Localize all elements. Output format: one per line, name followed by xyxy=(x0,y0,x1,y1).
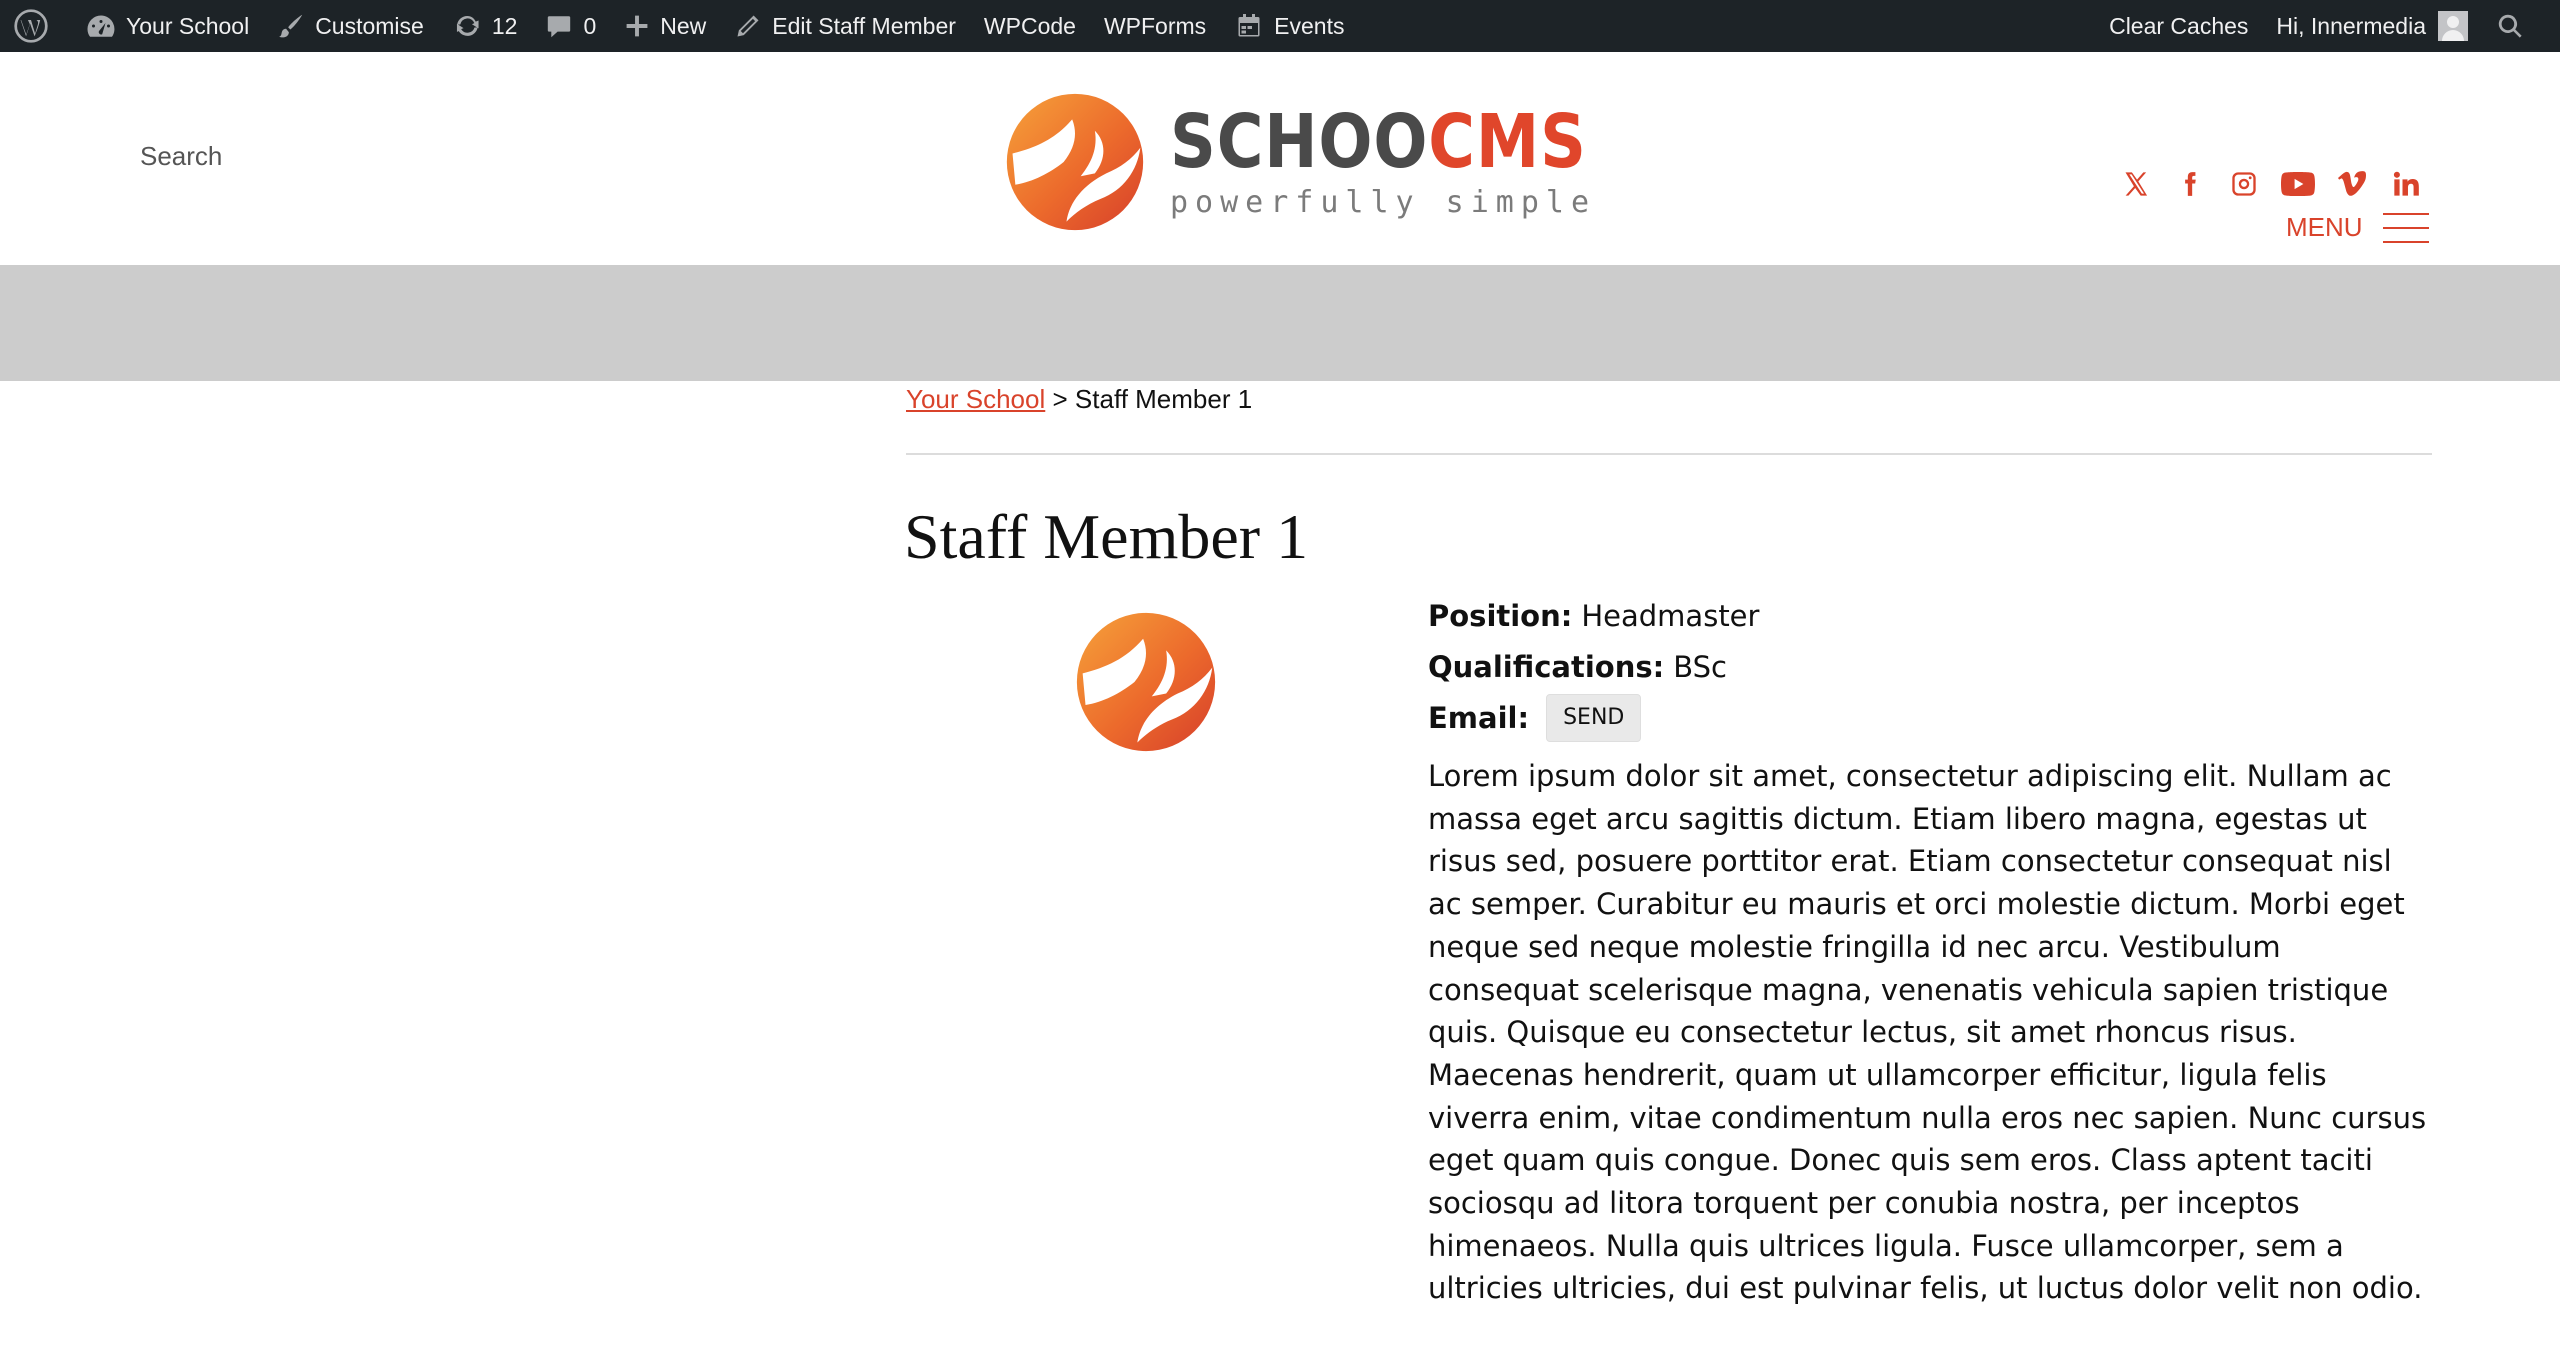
logo-text xyxy=(1170,98,1655,220)
search-icon xyxy=(2496,12,2524,40)
x-icon[interactable] xyxy=(2118,166,2154,202)
new-label: New xyxy=(660,12,707,39)
calendar-icon xyxy=(1234,11,1264,41)
breadcrumb xyxy=(906,384,1252,415)
admin-bar xyxy=(0,0,2560,52)
email-send-button[interactable]: SEND xyxy=(1546,694,1641,742)
qualifications-row xyxy=(1428,641,2432,692)
wordpress-logo-icon[interactable] xyxy=(8,0,72,52)
breadcrumb-separator: > xyxy=(1052,384,1068,414)
logo-word-schoo: SCHOO xyxy=(1170,98,1429,185)
updates-icon xyxy=(452,11,482,41)
youtube-icon[interactable] xyxy=(2280,166,2316,202)
logo-tagline: powerfully simple xyxy=(1170,184,1597,220)
breadcrumb-home-link[interactable]: Your School xyxy=(906,384,1046,414)
avatar xyxy=(2438,11,2468,41)
logo-mark-icon xyxy=(1004,91,1146,233)
admin-clear-caches[interactable] xyxy=(2095,0,2262,52)
staff-details xyxy=(1428,590,2432,1310)
email-row xyxy=(1428,692,2432,743)
customise-label: Customise xyxy=(315,12,424,39)
admin-site-name[interactable] xyxy=(72,0,263,52)
logo-wordmark xyxy=(1170,98,1587,185)
logo-word-cms: CMS xyxy=(1428,98,1587,185)
menu-button[interactable] xyxy=(2286,212,2429,243)
dashboard-icon xyxy=(86,13,116,39)
position-label: Position: xyxy=(1428,598,1573,633)
admin-search[interactable] xyxy=(2482,0,2548,52)
vimeo-icon[interactable] xyxy=(2334,166,2370,202)
admin-comments[interactable] xyxy=(531,0,610,52)
admin-customise[interactable] xyxy=(263,0,438,52)
page-title: Staff Member 1 xyxy=(904,501,1309,572)
staff-bio: Lorem ipsum dolor sit amet, consectetur adipiscing elit. Nullam ac massa eget arcu sagittis dictum. Etiam libero magna, egestas ut risus sed, posuere porttitor erat. Etiam consectetur consequat nisl ac semper. Curabitur eu mauris et orci molestie dictum. Morbi eget neque sed neque molestie fringilla id nec arcu. Vestibulum consequat scelerisque magna, venenatis vehicula sapien tristique quis. Quisque eu consectetur lectus, sit amet rhoncus risus. Maecenas hendrerit, quam ut ullamcorper efficitur, ligula felis viverra enim, vitae condimentum nulla eros nec sapien. Nunc cursus eget quam quis congue. Donec quis sem eros. Class aptent taciti sociosqu ad litora torquent per conubia nostra, per inceptos himenaeos. Nulla quis ultrices ligula. Fusce ullamcorper, sem a ultricies ultricies, dui est pulvinar felis, ut luctus dolor velit non odio. xyxy=(1428,759,2427,1306)
site-logo[interactable] xyxy=(1004,92,1597,232)
site-header xyxy=(0,52,2560,265)
page-banner xyxy=(0,265,2560,381)
social-links xyxy=(2118,166,2442,202)
qualifications-label: Qualifications: xyxy=(1428,649,1665,684)
qualifications-value: BSc xyxy=(1673,649,1727,684)
site-name-label: Your School xyxy=(126,12,250,39)
email-label: Email: xyxy=(1428,700,1530,735)
comments-count: 0 xyxy=(583,12,597,39)
header-search-link[interactable]: Search xyxy=(140,141,223,171)
divider xyxy=(906,453,2432,455)
position-value: Headmaster xyxy=(1581,598,1760,633)
breadcrumb-current: Staff Member 1 xyxy=(1074,384,1253,414)
plus-icon xyxy=(624,13,650,39)
pencil-icon xyxy=(734,12,762,40)
comment-icon xyxy=(545,12,573,40)
admin-wpcode[interactable] xyxy=(970,0,1090,52)
edit-staff-label: Edit Staff Member xyxy=(772,12,956,39)
admin-new[interactable] xyxy=(610,0,720,52)
paintbrush-icon xyxy=(277,12,305,40)
position-row xyxy=(1428,590,2432,641)
instagram-icon[interactable] xyxy=(2226,166,2262,202)
linkedin-icon[interactable] xyxy=(2388,166,2424,202)
admin-wpforms[interactable] xyxy=(1090,0,1220,52)
clear-caches-label: Clear Caches xyxy=(2109,12,2249,39)
menu-label: MENU xyxy=(2286,212,2363,242)
updates-count: 12 xyxy=(491,12,518,39)
admin-edit-staff[interactable] xyxy=(720,0,970,52)
wpforms-label: WPForms xyxy=(1103,12,1207,39)
facebook-icon[interactable] xyxy=(2172,166,2208,202)
events-label: Events xyxy=(1274,12,1345,39)
hamburger-icon xyxy=(2383,213,2429,243)
admin-updates[interactable] xyxy=(438,0,532,52)
staff-photo-placeholder-icon xyxy=(1074,610,1218,754)
admin-events[interactable] xyxy=(1220,0,1358,52)
admin-account[interactable] xyxy=(2262,0,2482,52)
greeting-label: Hi, Innermedia xyxy=(2276,12,2426,39)
wpcode-label: WPCode xyxy=(983,12,1076,39)
